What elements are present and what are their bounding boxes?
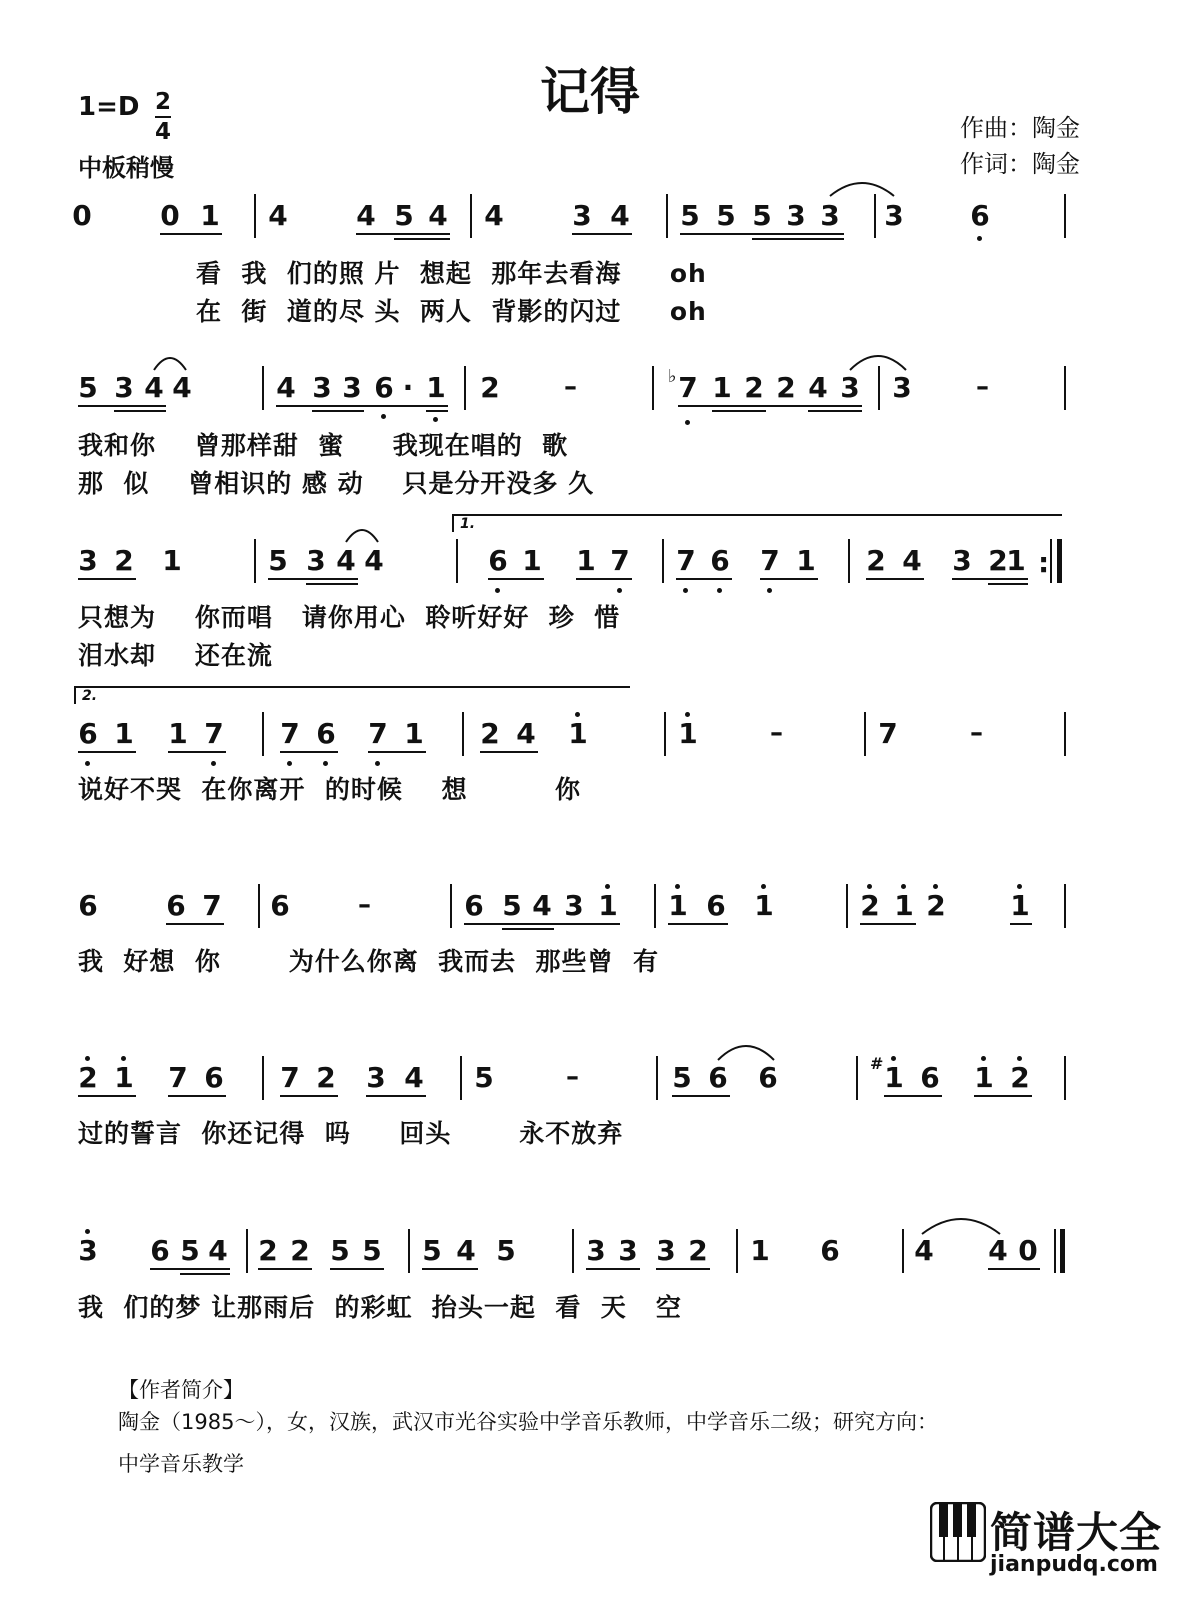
- bio-text-line-2: 中学音乐教学: [118, 1452, 244, 1476]
- staff-line-7: 3 6 5 4 2 2 5 5 5 4 5 3 3 3 2 1 6 4 4 0 我 们的梦 让那雨后 的彩虹 抬头一起 看 天 空: [0, 0, 1180, 1615]
- repeat-dots: :: [1038, 546, 1050, 579]
- time-signature-bottom: 4: [154, 119, 171, 145]
- staff-line-3: 1. 3 2 1 5 3 4 4 6 1 1 7 7 6 7 1 2 4 3 2 1 : 只想为 你而唱 请你用心 聆听好好 珍 惜 泪水却 还在流: [0, 0, 1180, 1615]
- tie-arc: [826, 176, 898, 198]
- key-signature: 1=D: [78, 92, 140, 122]
- staff-line-4: 2. 6 1 1 7 7 6 7 1 2 4 1 1 – 7 – 说好不哭 在你离开 的时候 想 你: [0, 0, 1180, 1615]
- volta-2-bracket: [74, 686, 630, 688]
- lyric-verse-2: 在 街 道的尽 头 两人 背影的闪过 oh: [196, 297, 707, 326]
- tie-arc: [150, 350, 190, 372]
- lyric-verse-1: 只想为 你而唱 请你用心 聆听好好 珍 惜: [78, 603, 621, 632]
- tie-arc: [714, 1038, 778, 1062]
- song-title: 记得: [540, 62, 640, 121]
- lyric-verse-1: 我 好想 你 为什么你离 我而去 那些曾 有: [78, 947, 659, 976]
- logo-url: jianpudq.com: [990, 1552, 1158, 1577]
- bio-text-line-1: 陶金（1985～），女，汉族，武汉市光谷实验中学音乐教师，中学音乐二级；研究方向：: [118, 1410, 938, 1434]
- volta-2-label: 2.: [82, 688, 98, 704]
- staff-line-2: 5 3 4 4 4 3 3 6 · 1 2 – ♭ 7 1 2 2 4 3 3 – 我和你 曾那样甜 蜜 我现在唱的 歌 那 似 曾相识的 感 动 只是分开没多 久: [0, 0, 1180, 1615]
- lyric-verse-2: 那 似 曾相识的 感 动 只是分开没多 久: [78, 469, 595, 498]
- lyric-verse-1: 我 们的梦 让那雨后 的彩虹 抬头一起 看 天 空: [78, 1293, 682, 1322]
- composer-credit: 作曲：陶金: [960, 114, 1080, 142]
- time-signature: [152, 88, 174, 146]
- repeat-end-barline: [1057, 539, 1062, 583]
- lyric-verse-1: 说好不哭 在你离开 的时候 想 你: [78, 775, 581, 804]
- lyric-verse-1: 看 我 们的照 片 想起 那年去看海 oh: [196, 259, 707, 288]
- lyric-verse-1: 我和你 曾那样甜 蜜 我现在唱的 歌: [78, 431, 569, 460]
- bio-heading: 【作者简介】: [118, 1378, 244, 1402]
- time-signature-top: 2: [154, 89, 171, 115]
- sharp-sign: #: [870, 1054, 884, 1073]
- staff-line-1: 0 0 1 4 4 5 4 4 3 4 5 5 5 3 3 3 6 看 我 们的照 片 想起 那年去看海 oh 在 街 道的尽 头 两人 背影的闪过 oh: [0, 0, 1180, 1615]
- lyricist-credit: 作词：陶金: [960, 150, 1080, 178]
- lyric-verse-1: 过的誓言 你还记得 吗 回头 永不放弃: [78, 1119, 624, 1148]
- tie-arc: [846, 348, 910, 372]
- tie-arc: [918, 1212, 1004, 1236]
- logo-text: 简谱大全: [990, 1508, 1163, 1557]
- volta-1-bracket: [452, 514, 1062, 516]
- staff-line-6: 2 1 7 6 7 2 3 4 5 – 5 6 6 # 1 6 1 2 过的誓言 你还记得 吗 回头 永不放弃: [0, 0, 1180, 1615]
- volta-1-label: 1.: [460, 516, 476, 532]
- piano-keys-logo-icon: [930, 1502, 986, 1562]
- staff-line-5: 6 6 7 6 – 6 5 4 3 1 1 6 1 2 1 2 1 我 好想 你 为什么你离 我而去 那些曾 有: [0, 0, 1180, 1615]
- flat-sign: ♭: [668, 366, 677, 387]
- tie-arc: [342, 522, 382, 544]
- tempo-marking: 中板稍慢: [78, 154, 174, 182]
- final-barline: [1060, 1229, 1065, 1273]
- lyric-verse-2: 泪水却 还在流: [78, 641, 273, 670]
